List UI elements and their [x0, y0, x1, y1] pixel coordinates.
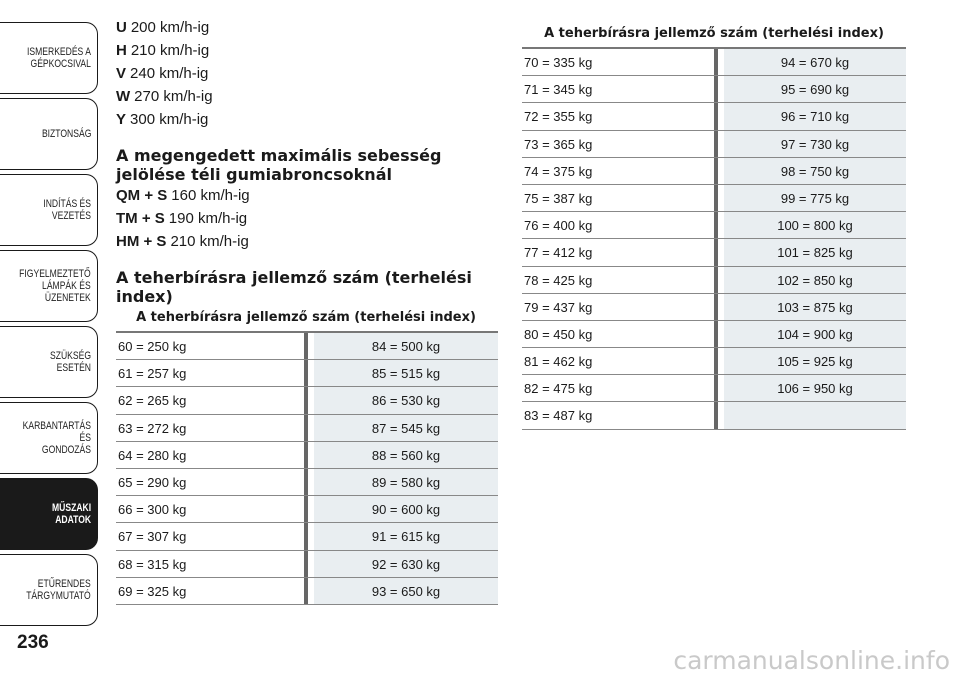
winter-value: 160 km/h-ig — [171, 187, 250, 204]
load-index-left-cell: 62 = 265 kg — [116, 387, 308, 413]
winter-code-row — [116, 232, 249, 252]
load-index-right-cell: 102 = 850 kg — [724, 267, 906, 293]
load-index-right-cell: 101 = 825 kg — [724, 239, 906, 265]
load-index-right-cell: 103 = 875 kg — [724, 294, 906, 320]
load-index-right-cell: 106 = 950 kg — [724, 375, 906, 401]
winter-value: 190 km/h-ig — [168, 210, 248, 227]
speed-value: 210 km/h-ig — [130, 42, 210, 59]
load-index-right-cell: 96 = 710 kg — [724, 103, 906, 129]
table-row — [522, 348, 906, 375]
winter-code: HM + S — [116, 233, 167, 250]
load-index-left-cell: 67 = 307 kg — [116, 523, 308, 549]
table-row — [522, 239, 906, 266]
table-row — [116, 387, 498, 414]
tab-label: ETŰRENDES TÁRGYMUTATÓ — [26, 578, 91, 602]
load-index-right-cell: 99 = 775 kg — [724, 185, 906, 211]
load-index-left-cell: 76 = 400 kg — [522, 212, 718, 238]
winter-heading: A megengedett maximális sebesség jelölése téli gumiabroncsoknál — [116, 146, 442, 184]
table-row — [116, 333, 498, 360]
load-index-right-cell: 91 = 615 kg — [314, 523, 498, 549]
load-index-right-cell: 89 = 580 kg — [314, 469, 498, 495]
page-number: 236 — [17, 632, 49, 653]
load-index-left-cell: 66 = 300 kg — [116, 496, 308, 522]
load-index-left-cell: 74 = 375 kg — [522, 158, 718, 184]
load-index-left-cell: 69 = 325 kg — [116, 578, 308, 604]
tab-szukseg[interactable] — [0, 326, 98, 398]
speed-value: 270 km/h-ig — [134, 88, 213, 105]
table-row — [522, 267, 906, 294]
speed-code: H — [116, 42, 127, 59]
table-row — [116, 442, 498, 469]
load-index-left-cell: 79 = 437 kg — [522, 294, 718, 320]
load-index-left-cell: 83 = 487 kg — [522, 402, 718, 428]
load-index-right-cell: 100 = 800 kg — [724, 212, 906, 238]
winter-code: TM + S — [116, 210, 165, 227]
speed-code-row — [116, 110, 208, 130]
load-index-right-cell: 104 = 900 kg — [724, 321, 906, 347]
winter-code-row — [116, 209, 247, 229]
load-index-left-cell: 70 = 335 kg — [522, 49, 718, 75]
load-index-right-cell: 92 = 630 kg — [314, 551, 498, 577]
load-index-right-cell: 105 = 925 kg — [724, 348, 906, 374]
table-row — [522, 294, 906, 321]
winter-code: QM + S — [116, 187, 168, 204]
table-row — [116, 496, 498, 523]
load-index-right-cell: 86 = 530 kg — [314, 387, 498, 413]
tab-muszaki-adatok[interactable] — [0, 478, 98, 550]
load-index-right-cell: 93 = 650 kg — [314, 578, 498, 604]
load-index-right-cell: 84 = 500 kg — [314, 333, 498, 359]
load-index-left-cell: 72 = 355 kg — [522, 103, 718, 129]
load-index-left-cell: 73 = 365 kg — [522, 131, 718, 157]
table-row — [522, 402, 906, 429]
speed-code: V — [116, 65, 127, 82]
table-row — [522, 131, 906, 158]
table-row — [522, 375, 906, 402]
table-row — [522, 212, 906, 239]
speed-code-row — [116, 18, 209, 38]
load-index-right-cell: 87 = 545 kg — [314, 415, 498, 441]
load-index-right-cell: 98 = 750 kg — [724, 158, 906, 184]
load-index-right-cell: 94 = 670 kg — [724, 49, 906, 75]
table-row — [522, 49, 906, 76]
speed-code: Y — [116, 111, 127, 128]
tab-label: BIZTONSÁG — [41, 128, 91, 140]
tab-label: KARBANTARTÁS ÉS GONDOZÁS — [22, 420, 91, 456]
speed-value: 200 km/h-ig — [130, 19, 210, 36]
table-row — [522, 76, 906, 103]
load-index-right-cell: 95 = 690 kg — [724, 76, 906, 102]
table-row — [116, 551, 498, 578]
tab-label: FIGYELMEZTETŐ LÁMPÁK ÉS ÜZENETEK — [19, 268, 91, 304]
watermark: carmanualsonline.info — [673, 646, 950, 675]
tab-karbantartas[interactable] — [0, 402, 98, 474]
load-index-right-cell: 85 = 515 kg — [314, 360, 498, 386]
load-index-left-cell: 78 = 425 kg — [522, 267, 718, 293]
table2-title: A teherbírásra jellemző szám (terhelési index) — [544, 26, 884, 41]
speed-code-row — [116, 64, 208, 84]
chapter-sidebar — [0, 0, 100, 640]
load-index-left-cell: 82 = 475 kg — [522, 375, 718, 401]
table-row — [116, 523, 498, 550]
speed-value: 300 km/h-ig — [130, 111, 209, 128]
tab-targymutato[interactable] — [0, 554, 98, 626]
tab-ismerkedes[interactable] — [0, 22, 98, 94]
speed-code-row — [116, 87, 213, 107]
load-index-left-cell: 60 = 250 kg — [116, 333, 308, 359]
load-index-right-cell: 88 = 560 kg — [314, 442, 498, 468]
tab-inditas[interactable] — [0, 174, 98, 246]
load-index-left-cell: 71 = 345 kg — [522, 76, 718, 102]
winter-value: 210 km/h-ig — [170, 233, 249, 250]
load-index-left-cell: 81 = 462 kg — [522, 348, 718, 374]
table-row — [522, 158, 906, 185]
tab-label: SZÜKSÉG ESETÉN — [49, 350, 91, 374]
load-index-left-cell: 80 = 450 kg — [522, 321, 718, 347]
tab-label: ISMERKEDÉS A GÉPKOCSIVAL — [27, 46, 91, 70]
table-row — [522, 103, 906, 130]
load-index-left-cell: 63 = 272 kg — [116, 415, 308, 441]
load-index-left-cell: 65 = 290 kg — [116, 469, 308, 495]
tab-biztonsag[interactable] — [0, 98, 98, 170]
load-index-right-cell: 90 = 600 kg — [314, 496, 498, 522]
load-index-right-cell: 97 = 730 kg — [724, 131, 906, 157]
load-index-left-cell: 75 = 387 kg — [522, 185, 718, 211]
load-index-left-cell: 61 = 257 kg — [116, 360, 308, 386]
load-index-right-cell — [724, 402, 906, 428]
table-row — [522, 321, 906, 348]
load-index-table-1 — [116, 331, 498, 605]
winter-code-row — [116, 186, 250, 206]
load-index-left-cell: 68 = 315 kg — [116, 551, 308, 577]
table-row — [116, 578, 498, 605]
tab-label: INDÍTÁS ÉS VEZETÉS — [43, 198, 91, 222]
tab-figyelmezteto[interactable] — [0, 250, 98, 322]
load-heading: A teherbírásra jellemző szám (terhelési index) — [116, 268, 472, 306]
table-row — [116, 469, 498, 496]
load-index-left-cell: 64 = 280 kg — [116, 442, 308, 468]
table-row — [116, 360, 498, 387]
table1-title: A teherbírásra jellemző szám (terhelési index) — [136, 310, 476, 325]
load-index-table-2 — [522, 47, 906, 430]
load-index-left-cell: 77 = 412 kg — [522, 239, 718, 265]
speed-code-row — [116, 41, 209, 61]
table-row — [116, 415, 498, 442]
speed-value: 240 km/h-ig — [130, 65, 209, 82]
tab-label: MŰSZAKI ADATOK — [51, 502, 91, 526]
table-row — [522, 185, 906, 212]
speed-code: W — [116, 88, 131, 105]
speed-code: U — [116, 19, 127, 36]
